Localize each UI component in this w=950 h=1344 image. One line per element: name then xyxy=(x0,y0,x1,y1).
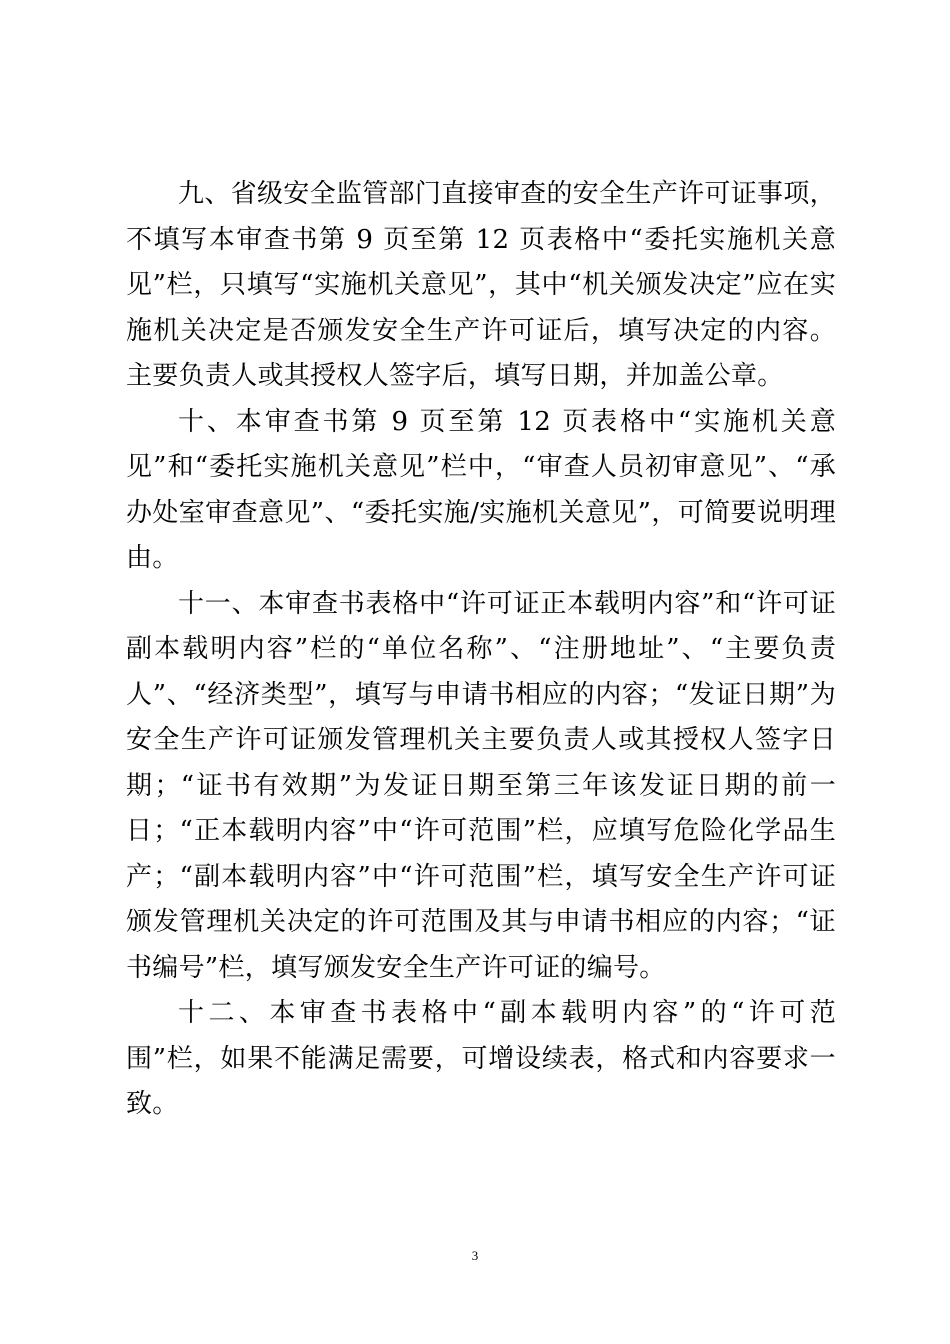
paragraph-item-12: 十二、本审查书表格中“副本载明内容”的“许可范围”栏，如果不能满足需要，可增设续表，格式和内容要求一致。 xyxy=(126,998,836,1119)
paragraph-item-11: 十一、本审查书表格中“许可证正本载明内容”和“许可证副本载明内容”栏的“单位名称”、“注册地址”、“主要负责人”、“经济类型”，填写与申请书相应的内容；“发证日期”为安全生产许可证颁发管理机关主要负责人或其授权人签字日期；“证书有效期”为发证日期至第三年该发证日期的前一日；“正本载明内容”中“许可范围”栏，应填写危险化学品生产；“副本载明内容”中“许可范围”栏，填写安全生产许可证颁发管理机关决定的许可范围及其与申请书相应的内容；“证书编号”栏，填写颁发安全生产许可证的编号。 xyxy=(126,588,836,983)
page-number: 3 xyxy=(471,1248,479,1263)
document-body xyxy=(126,172,836,1128)
paragraph-item-10: 十、本审查书第 9 页至第 12 页表格中“实施机关意见”和“委托实施机关意见”栏中，“审查人员初审意见”、“承办处室审查意见”、“委托实施/实施机关意见”，可简要说明理由。 xyxy=(126,406,836,573)
paragraph-item-9: 九、省级安全监管部门直接审查的安全生产许可证事项，不填写本审查书第 9 页至第 12 页表格中“委托实施机关意见”栏，只填写“实施机关意见”，其中“机关颁发决定”应在实施机关决定是否颁发安全生产许可证后，填写决定的内容。主要负责人或其授权人签字后，填写日期，并加盖公章。 xyxy=(126,179,836,391)
